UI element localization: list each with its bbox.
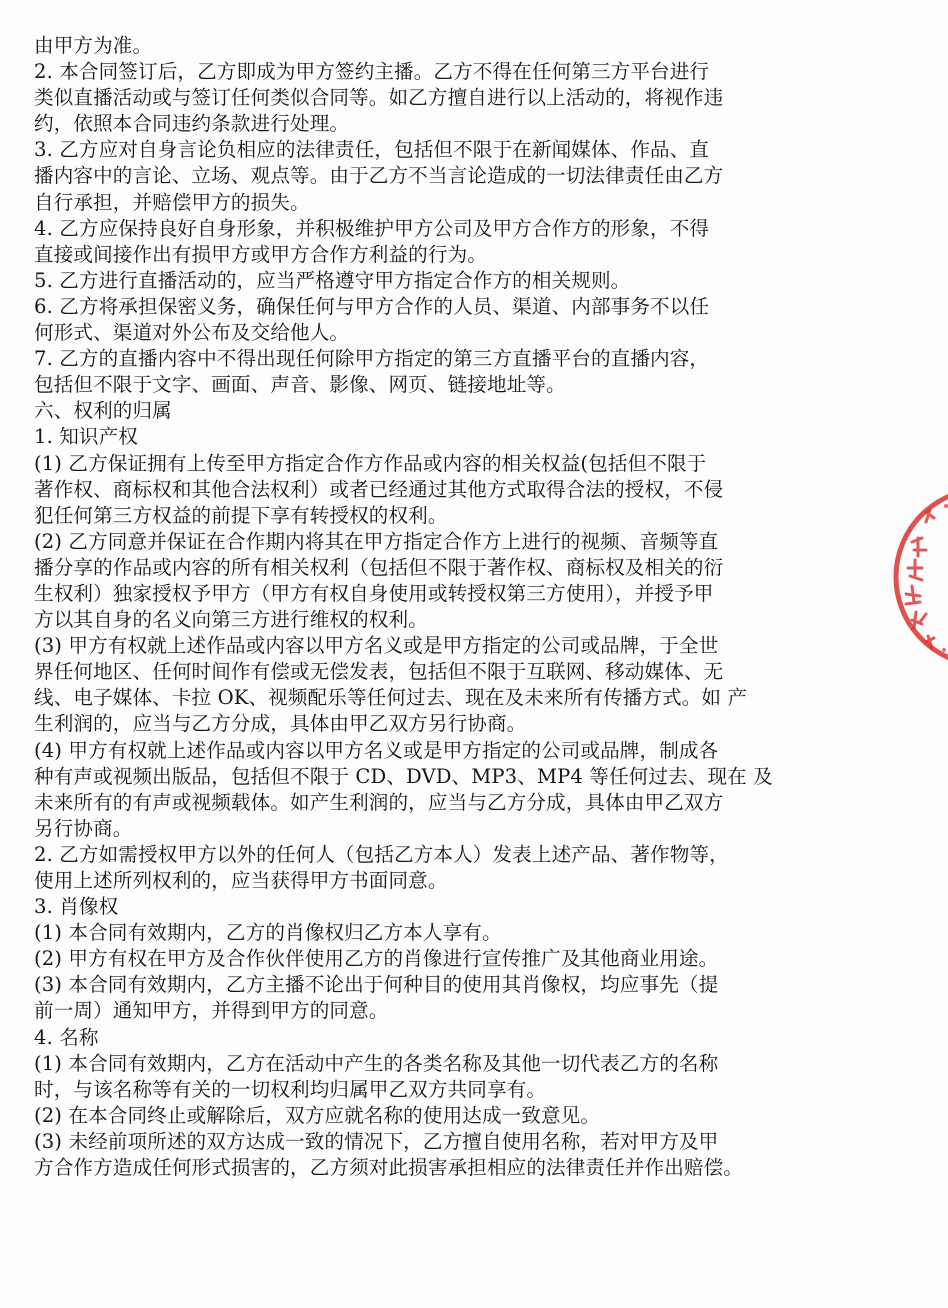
text-line: 界任何地区、任何时间作有偿或无偿发表，包括但不限于互联网、移动媒体、无	[34, 660, 724, 684]
text-line: 7. 乙方的直播内容中不得出现任何除甲方指定的第三方直播平台的直播内容，	[34, 347, 710, 371]
text-line: 类似直播活动或与签订任何类似合同等。如乙方擅自进行以上活动的，将视作违	[34, 86, 724, 110]
text-line: 生利润的，应当与乙方分成，具体由甲乙双方另行协商。	[34, 712, 527, 736]
contract-text	[34, 33, 824, 1181]
text-line: 犯任何第三方权益的前提下享有转授权的权利。	[34, 503, 448, 527]
text-line: 使用上述所列权利的，应当获得甲方书面同意。	[34, 869, 448, 892]
text-line: 时，与该名称等有关的一切权利均归属甲乙双方共同享有。	[34, 1077, 547, 1101]
text-line: 播分享的作品或内容的所有相关权利（包括但不限于著作权、商标权及相关的衍	[34, 555, 724, 579]
seal-icon	[886, 472, 948, 682]
text-line: 生权利）独家授权予甲方（甲方有权自身使用或转授权第三方使用），并授予甲	[34, 581, 714, 605]
text-line: (3) 未经前项所述的双方达成一致的情况下，乙方擅自使用名称，若对甲方及甲	[34, 1129, 719, 1153]
section-heading: 六、权利的归属	[34, 399, 172, 423]
text-line: 4. 乙方应保持良好自身形象，并积极维护甲方公司及甲方合作方的形象，不得	[34, 216, 710, 240]
text-line: 播内容中的言论、立场、观点等。由于乙方不当言论造成的一切法律责任由乙方	[34, 164, 724, 188]
text-line: 何形式、渠道对外公布及交给他人。	[34, 321, 350, 345]
text-line: 自行承担，并赔偿甲方的损失。	[34, 190, 310, 214]
text-line: 约，依照本合同违约条款进行处理。	[34, 112, 350, 136]
text-line: 另行协商。	[34, 816, 133, 840]
text-line: 直接或间接作出有损甲方或甲方合作方利益的行为。	[34, 242, 487, 266]
text-line: (3) 本合同有效期内，乙方主播不论出于何种目的使用其肖像权，均应事先（提	[34, 973, 719, 997]
text-line: 3. 乙方应对自身言论负相应的法律责任，包括但不限于在新闻媒体、作品、直	[34, 138, 710, 162]
text-line: 2. 乙方如需授权甲方以外的任何人（包括乙方本人）发表上述产品、著作物等，	[34, 842, 729, 866]
text-line: 由甲方为准。	[34, 34, 153, 57]
text-line: (2) 乙方同意并保证在合作期内将其在甲方指定合作方上进行的视频、音频等直	[34, 529, 719, 553]
text-line: 著作权、商标权和其他合法权利）或者已经通过其他方式取得合法的授权，不侵	[34, 477, 724, 501]
text-line: 线、电子媒体、卡拉 OK、视频配乐等任何过去、现在及未来所有传播方式。如 产	[34, 686, 748, 710]
subsection-heading: 1. 知识产权	[34, 425, 138, 449]
text-line: (1) 乙方保证拥有上传至甲方指定合作方作品或内容的相关权益(包括但不限于	[34, 451, 707, 475]
text-line: 2. 本合同签订后，乙方即成为甲方签约主播。乙方不得在任何第三方平台进行	[34, 60, 710, 84]
text-line: 种有声或视频出版品，包括但不限于 CD、DVD、MP3、MP4 等任何过去、现在 及	[34, 764, 773, 788]
text-line: (1) 本合同有效期内，乙方在活动中产生的各类名称及其他一切代表乙方的名称	[34, 1051, 719, 1075]
text-line: 包括但不限于文字、画面、声音、影像、网页、链接地址等。	[34, 373, 566, 397]
subsection-heading: 3. 肖像权	[34, 895, 119, 919]
text-line: 方合作方造成任何形式损害的，乙方须对此损害承担相应的法律责任并作出赔偿。	[34, 1156, 743, 1180]
text-line: (3) 甲方有权就上述作品或内容以甲方名义或是甲方指定的公司或品牌，于全世	[34, 634, 719, 658]
text-line: (4) 甲方有权就上述作品或内容以甲方名义或是甲方指定的公司或品牌，制成各	[34, 738, 719, 762]
text-line: 未来所有的有声或视频载体。如产生利润的，应当与乙方分成，具体由甲乙双方	[34, 790, 724, 814]
text-line: (1) 本合同有效期内，乙方的肖像权归乙方本人享有。	[34, 921, 502, 945]
subsection-heading: 4. 名称	[34, 1025, 99, 1049]
text-line: (2) 甲方有权在甲方及合作伙伴使用乙方的肖像进行宣传推广及其他商业用途。	[34, 947, 719, 971]
text-line: 方以其自身的名义向第三方进行维权的权利。	[34, 608, 428, 632]
text-line: (2) 在本合同终止或解除后，双方应就名称的使用达成一致意见。	[34, 1103, 601, 1127]
company-seal-stamp	[886, 472, 948, 682]
text-line: 6. 乙方将承担保密义务，确保任何与甲方合作的人员、渠道、内部事务不以任	[34, 294, 710, 318]
text-line: 前一周）通知甲方，并得到甲方的同意。	[34, 999, 389, 1023]
text-line: 5. 乙方进行直播活动的，应当严格遵守甲方指定合作方的相关规则。	[34, 268, 631, 292]
